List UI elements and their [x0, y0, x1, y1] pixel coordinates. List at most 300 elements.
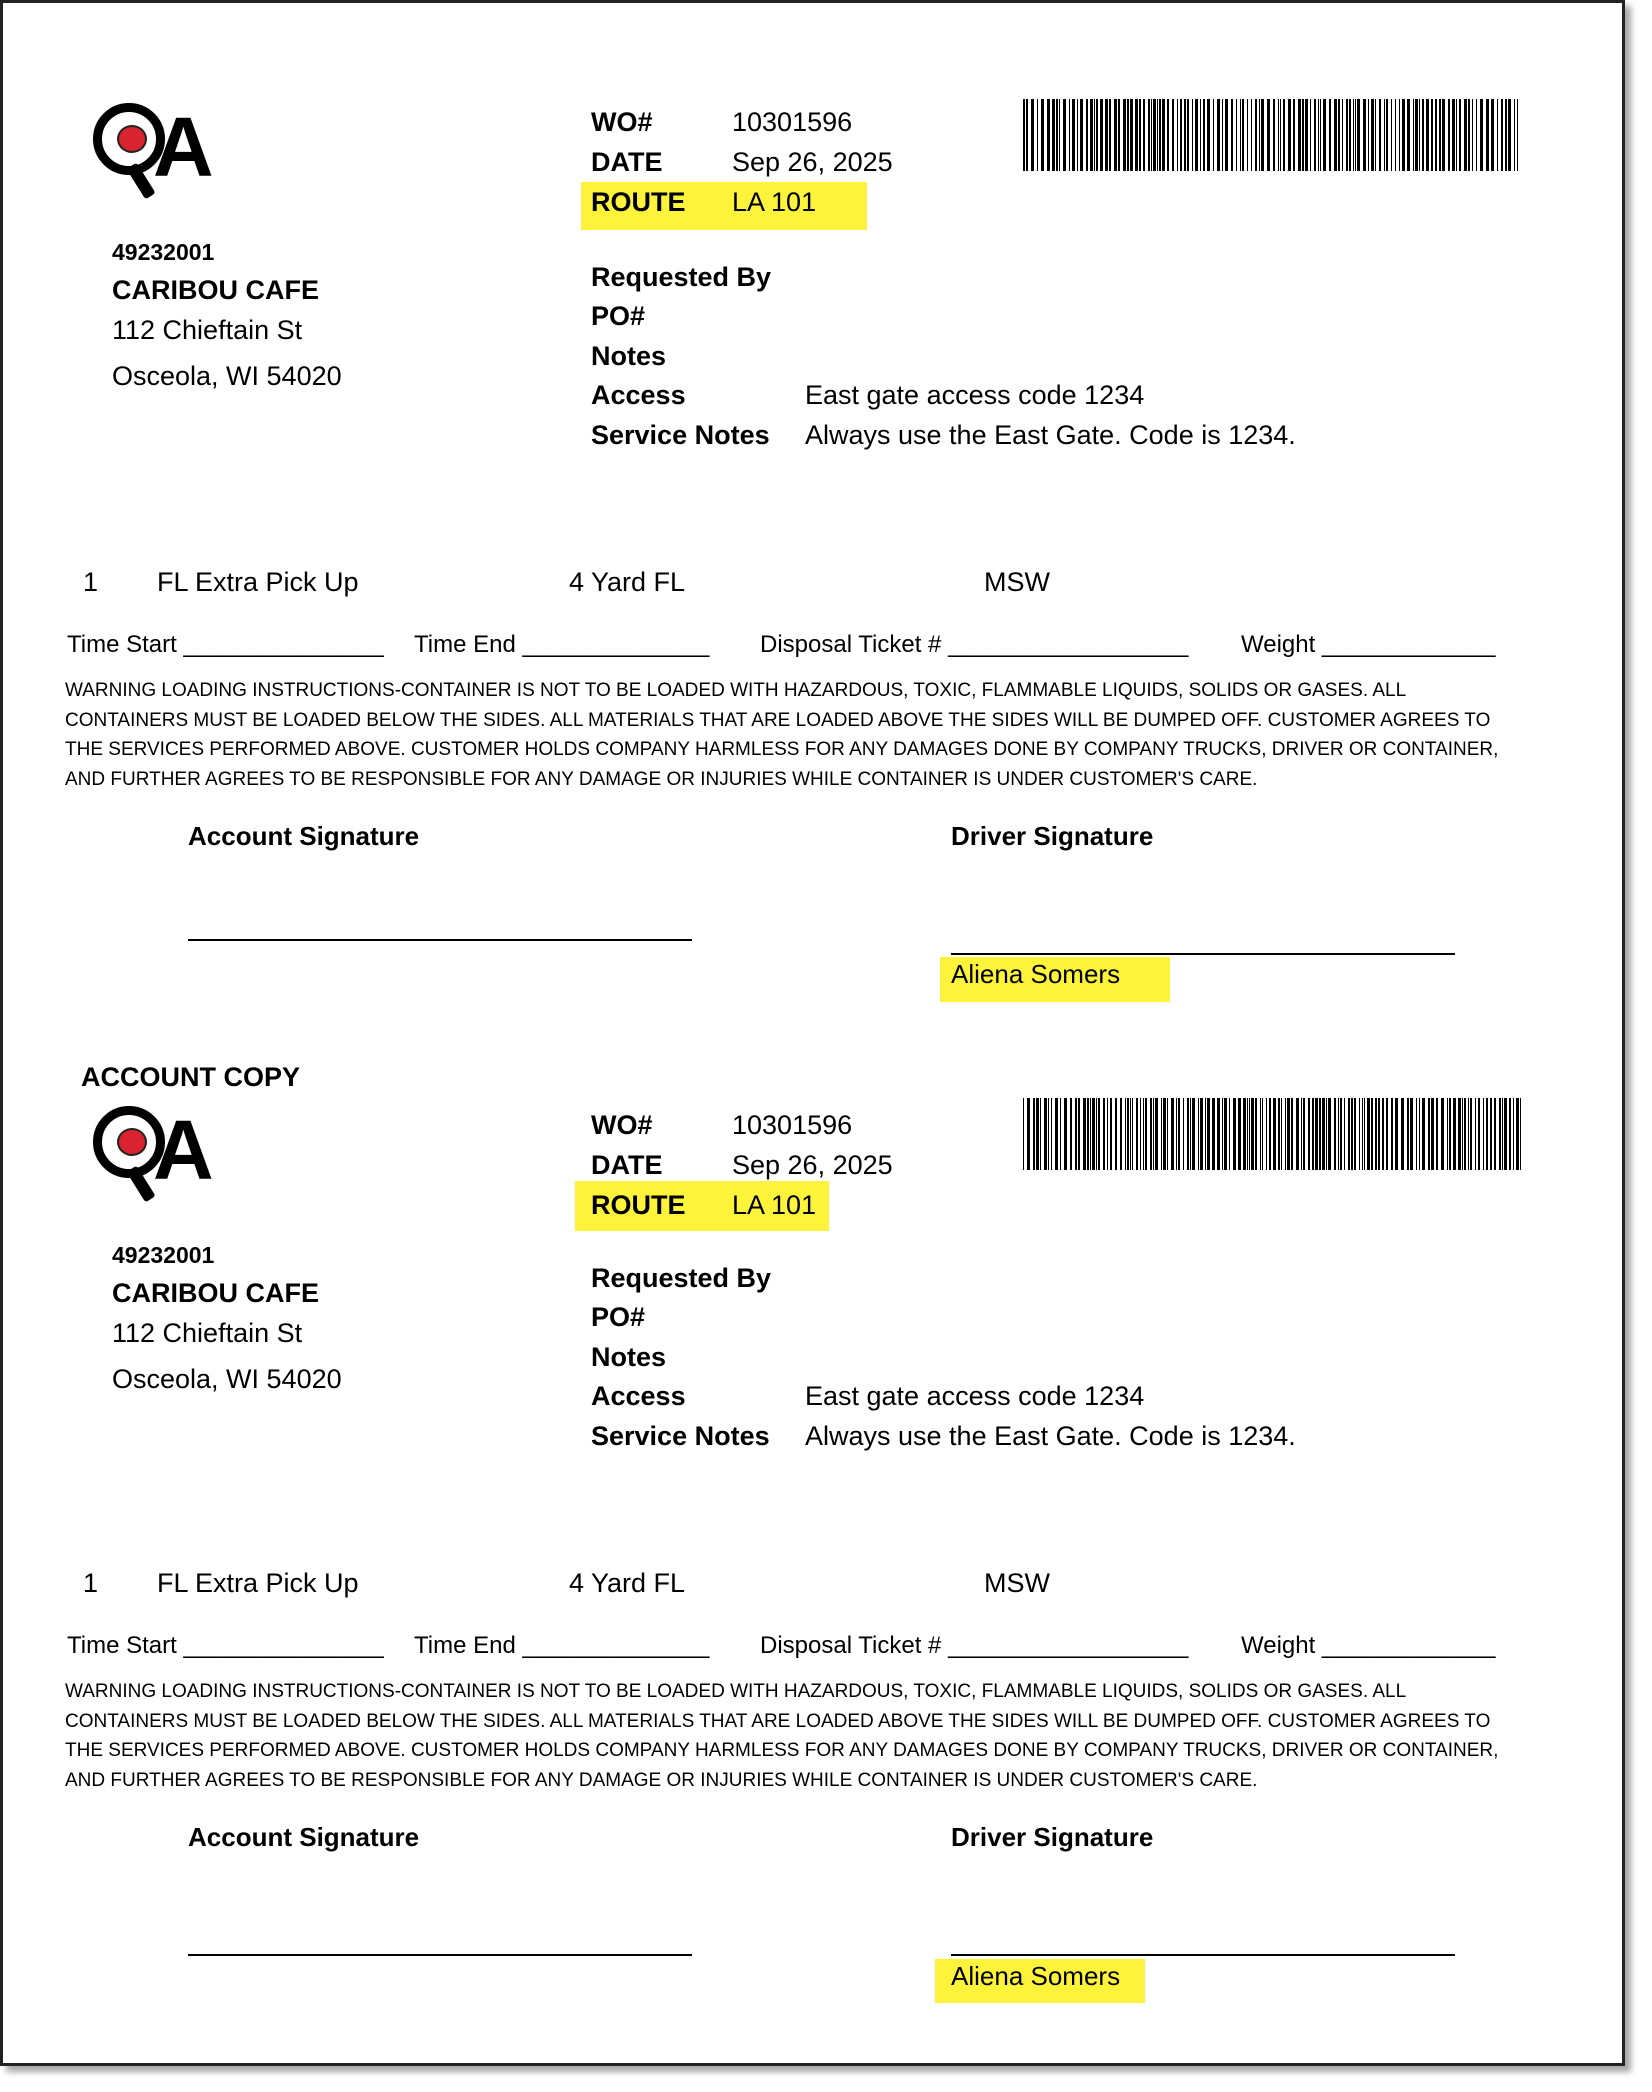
route-label: ROUTE [591, 1190, 686, 1220]
barcode-bar [1107, 1098, 1108, 1170]
barcode-bar [1130, 99, 1133, 171]
barcode-bar [1447, 1098, 1448, 1170]
barcode-bar [1280, 99, 1281, 171]
barcode-bar [1315, 1098, 1318, 1170]
barcode-bar [1090, 1098, 1091, 1170]
barcode-bar [1320, 99, 1321, 171]
service-notes-value: Always use the East Gate. Code is 1234. [805, 420, 1296, 450]
line-item-service: FL Extra Pick Up [157, 567, 359, 597]
barcode-bar [1296, 1098, 1299, 1170]
barcode-bar [1371, 99, 1374, 171]
barcode-bar [1063, 99, 1066, 171]
barcode-bar [1069, 99, 1070, 171]
barcode-bar [1314, 99, 1316, 171]
barcode-bar [1470, 1098, 1472, 1170]
barcode-bar [1375, 99, 1376, 171]
barcode-bar [1187, 1098, 1189, 1170]
barcode-bar [1110, 1098, 1112, 1170]
account-name: CARIBOU CAFE [112, 275, 319, 305]
barcode-bar [1499, 1098, 1501, 1170]
barcode-bar [1092, 1098, 1095, 1170]
barcode-bar [1395, 99, 1396, 171]
barcode-bar [1096, 99, 1098, 171]
barcode-bar [1184, 99, 1186, 171]
barcode-bar [1448, 99, 1450, 171]
barcode-bar [1491, 99, 1494, 171]
barcode-bar [1145, 1098, 1147, 1170]
barcode-bar [1236, 99, 1237, 171]
account-signature-label: Account Signature [188, 1822, 420, 1852]
driver-name: Aliena Somers [951, 959, 1121, 989]
barcode-bar [1340, 1098, 1342, 1170]
barcode-bar [1399, 99, 1400, 171]
barcode-bar [1251, 1098, 1254, 1170]
barcode-bar [1103, 1098, 1105, 1170]
barcode-bar [1120, 1098, 1122, 1170]
access-value: East gate access code 1234 [805, 380, 1145, 410]
barcode-bar [1422, 1098, 1425, 1170]
time-start-field: Time Start _______________ [67, 1632, 384, 1659]
barcode-bar [1105, 99, 1108, 171]
barcode-bar [1497, 99, 1498, 171]
barcode-bar [1453, 1098, 1456, 1170]
barcode-bar [1456, 99, 1457, 171]
barcode-bar [1318, 99, 1319, 171]
barcode-bar [1048, 1098, 1049, 1170]
copy-label: ACCOUNT COPY [81, 1062, 301, 1092]
barcode-bar [1386, 1098, 1388, 1170]
barcode-bar [1217, 99, 1220, 171]
barcode-icon [1023, 1098, 1523, 1170]
barcode-bar [1386, 99, 1388, 171]
barcode-bar [1379, 99, 1381, 171]
barcode-bar [1407, 1098, 1409, 1170]
barcode-bar [1059, 99, 1060, 171]
barcode-bar [1486, 1098, 1488, 1170]
barcode-bar [1348, 1098, 1350, 1170]
barcode-bar [1355, 99, 1356, 171]
barcode-bar [1442, 99, 1445, 171]
barcode-bar [1056, 99, 1058, 171]
barcode-bar [1283, 99, 1285, 171]
barcode-bar [1514, 99, 1515, 171]
barcode-bar [1151, 99, 1152, 171]
barcode-bar [1395, 1098, 1398, 1170]
barcode-bar [1222, 1098, 1223, 1170]
barcode-bar [1363, 99, 1366, 171]
account-number: 49232001 [112, 239, 215, 265]
barcode-bar [1319, 1098, 1321, 1170]
barcode-bar [1033, 1098, 1035, 1170]
barcode-bar [1238, 1098, 1241, 1170]
barcode-bar [1140, 1098, 1141, 1170]
barcode-bar [1334, 1098, 1336, 1170]
barcode-bar [1312, 1098, 1314, 1170]
weight-field: Weight _____________ [1241, 631, 1496, 658]
barcode-bar [1207, 99, 1210, 171]
barcode-bar [1153, 1098, 1154, 1170]
barcode-bar [1378, 1098, 1380, 1170]
barcode-bar [1323, 99, 1326, 171]
barcode-bar [1458, 1098, 1461, 1170]
barcode-bar [1052, 99, 1055, 171]
barcode-bar [1190, 1098, 1191, 1170]
barcode-bar [1278, 1098, 1280, 1170]
barcode-bar [1222, 99, 1223, 171]
barcode-bar [1362, 1098, 1363, 1170]
bug-icon [117, 125, 147, 153]
barcode-bar [1502, 1098, 1503, 1170]
driver-signature-line[interactable] [951, 953, 1455, 955]
driver-signature-label: Driver Signature [951, 1822, 1154, 1852]
barcode-bar [1136, 1098, 1138, 1170]
barcode-bar [1114, 99, 1117, 171]
barcode-bar [1384, 99, 1385, 171]
barcode-bar [1040, 1098, 1041, 1170]
barcode-bar [1298, 99, 1301, 171]
barcode-bar [1135, 99, 1138, 171]
barcode-bar [1439, 99, 1441, 171]
barcode-bar [1449, 1098, 1451, 1170]
barcode-bar [1364, 1098, 1365, 1170]
barcode-bar [1357, 99, 1360, 171]
account-signature-line[interactable] [188, 939, 692, 941]
barcode-bar [1109, 99, 1111, 171]
barcode-bar [1278, 99, 1279, 171]
driver-signature-label: Driver Signature [951, 821, 1154, 851]
line-item-material: MSW [984, 1568, 1050, 1598]
barcode-bar [1262, 1098, 1263, 1170]
barcode-bar [1301, 1098, 1302, 1170]
barcode-icon [1023, 99, 1523, 171]
barcode-bar [1198, 1098, 1199, 1170]
barcode-bar [1353, 99, 1354, 171]
barcode-bar [1161, 1098, 1162, 1170]
barcode-bar [1501, 99, 1503, 171]
barcode-bar [1259, 99, 1260, 171]
barcode-bar [1472, 99, 1473, 171]
barcode-bar [1159, 99, 1161, 171]
barcode-bar [1167, 99, 1169, 171]
barcode-bar [1167, 1098, 1168, 1170]
access-label: Access [591, 380, 686, 410]
barcode-bar [1475, 1098, 1476, 1170]
logo-letter: A [153, 1103, 212, 1197]
time-end-field: Time End ______________ [414, 631, 710, 658]
bug-icon [117, 1128, 147, 1156]
work-order-copy-account [3, 1004, 1628, 2004]
barcode-bar [1303, 1098, 1305, 1170]
barcode-bar [1480, 99, 1483, 171]
access-label: Access [591, 1381, 686, 1411]
barcode-bar [1127, 1098, 1129, 1170]
barcode-bar [1217, 1098, 1220, 1170]
barcode-bar [1077, 99, 1078, 171]
barcode-bar [1180, 99, 1182, 171]
barcode-bar [1078, 1098, 1080, 1170]
barcode-bar [1070, 1098, 1072, 1170]
account-signature-line[interactable] [188, 1954, 692, 1956]
barcode-bar [1269, 1098, 1271, 1170]
barcode-bar [1125, 1098, 1126, 1170]
barcode-bar [1200, 1098, 1203, 1170]
barcode-bar [1118, 99, 1120, 171]
route-value: LA 101 [732, 187, 817, 217]
barcode-bar [1508, 99, 1511, 171]
barcode-bar [1242, 99, 1244, 171]
barcode-bar [1504, 1098, 1507, 1170]
barcode-bar [1344, 1098, 1345, 1170]
barcode-bar [1338, 99, 1340, 171]
warning-text: WARNING LOADING INSTRUCTIONS-CONTAINER IS NOT TO BE LOADED WITH HAZARDOUS, TOXIC, FLAMMABLE LIQUIDS, SOLIDS OR GASES. ALL CONTAINERS MUST BE LOADED BELOW THE SIDES. ALL MATERIALS THAT ARE LOADED ABOVE THE SIDES WILL BE DUMPED OFF. CUSTOMER AGREES TO THE SERVICES PERFORMED ABOVE. CUSTOMER HOLDS COMPANY HARMLESS FOR ANY DAMAGES DONE BY COMPANY TRUCKS, DRIVER OR CONTAINER, AND FURTHER AGREES TO BE RESPONSIBLE FOR ANY DAMAGE OR INJURIES WHILE CONTAINER IS UNDER CUSTOMER'S CARE. [65, 680, 1499, 790]
barcode-bar [1478, 1098, 1480, 1170]
barcode-bar [1517, 99, 1518, 171]
notes-label: Notes [591, 1342, 667, 1372]
barcode-bar [1267, 99, 1270, 171]
barcode-bar [1483, 1098, 1484, 1170]
barcode-bar [1027, 1098, 1030, 1170]
barcode-bar [1123, 99, 1126, 171]
barcode-bar [1367, 1098, 1370, 1170]
access-value: East gate access code 1234 [805, 1381, 1145, 1411]
barcode-bar [1273, 1098, 1276, 1170]
logo-letter: A [153, 100, 212, 194]
barcode-bar [1163, 1098, 1166, 1170]
barcode-bar [1281, 1098, 1282, 1170]
disposal-ticket-field: Disposal Ticket # __________________ [760, 1632, 1189, 1659]
barcode-bar [1096, 1098, 1097, 1170]
barcode-bar [1127, 99, 1129, 171]
line-item-qty: 1 [83, 567, 99, 597]
barcode-bar [1261, 99, 1264, 171]
barcode-bar [1436, 1098, 1438, 1170]
barcode-bar [1031, 99, 1034, 171]
barcode-bar [1291, 1098, 1293, 1170]
barcode-bar [1072, 99, 1075, 171]
barcode-bar [1419, 99, 1420, 171]
barcode-bar [1130, 1098, 1131, 1170]
barcode-bar [1249, 1098, 1250, 1170]
barcode-bar [1468, 1098, 1469, 1170]
account-street: 112 Chieftain St [112, 315, 303, 345]
barcode-bar [1251, 99, 1252, 171]
barcode-bar [1115, 1098, 1117, 1170]
barcode-bar [1382, 1098, 1384, 1170]
account-city: Osceola, WI 54020 [112, 361, 342, 391]
line-item-qty: 1 [83, 1568, 99, 1598]
barcode-bar [1494, 1098, 1496, 1170]
barcode-bar [1243, 1098, 1246, 1170]
barcode-bar [1287, 1098, 1290, 1170]
barcode-bar [1452, 99, 1455, 171]
barcode-bar [1178, 1098, 1180, 1170]
barcode-bar [1044, 1098, 1047, 1170]
barcode-bar [1322, 1098, 1325, 1170]
barcode-bar [1288, 99, 1291, 171]
barcode-bar [1462, 1098, 1463, 1170]
requested-by-label: Requested By [591, 1263, 772, 1293]
barcode-bar [1431, 99, 1433, 171]
barcode-bar [1293, 99, 1295, 171]
account-signature-label: Account Signature [188, 821, 420, 851]
barcode-bar [1055, 1098, 1058, 1170]
account-number: 49232001 [112, 1242, 215, 1268]
barcode-bar [1037, 99, 1038, 171]
barcode-bar [1187, 99, 1189, 171]
barcode-bar [1087, 1098, 1089, 1170]
barcode-bar [1273, 99, 1275, 171]
date-value: Sep 26, 2025 [732, 1150, 893, 1180]
date-label: DATE [591, 1150, 663, 1180]
barcode-bar [1255, 99, 1257, 171]
po-label: PO# [591, 1302, 646, 1332]
barcode-bar [1150, 1098, 1152, 1170]
po-label: PO# [591, 301, 646, 331]
barcode-bar [1207, 1098, 1210, 1170]
time-start-field: Time Start _______________ [67, 631, 384, 658]
barcode-bar [1023, 99, 1025, 171]
barcode-bar [1100, 99, 1103, 171]
barcode-bar [1098, 1098, 1100, 1170]
barcode-bar [1326, 1098, 1327, 1170]
wo-label: WO# [591, 1110, 653, 1140]
barcode-bar [1231, 99, 1233, 171]
barcode-bar [1354, 1098, 1356, 1170]
barcode-bar [1441, 1098, 1444, 1170]
barcode-bar [1213, 99, 1214, 171]
barcode-bar [1143, 1098, 1144, 1170]
barcode-bar [1143, 99, 1145, 171]
route-label: ROUTE [591, 187, 686, 217]
barcode-bar [1468, 99, 1470, 171]
barcode-bar [1359, 1098, 1360, 1170]
barcode-bar [1371, 1098, 1373, 1170]
barcode-bar [1229, 1098, 1230, 1170]
barcode-bar [1513, 1098, 1514, 1170]
barcode-bar [1476, 99, 1477, 171]
barcode-bar [1075, 1098, 1077, 1170]
barcode-bar [1407, 99, 1410, 171]
barcode-bar [1162, 99, 1165, 171]
driver-signature-line[interactable] [951, 1954, 1455, 1956]
barcode-bar [1428, 1098, 1430, 1170]
barcode-bar [1419, 1098, 1420, 1170]
barcode-bar [1200, 99, 1201, 171]
barcode-bar [1302, 99, 1304, 171]
barcode-bar [1516, 1098, 1519, 1170]
barcode-bar [1349, 99, 1351, 171]
barcode-bar [1310, 99, 1311, 171]
line-item-material: MSW [984, 567, 1050, 597]
barcode-bar [1368, 99, 1369, 171]
barcode-bar [1026, 99, 1028, 171]
barcode-bar [1192, 1098, 1195, 1170]
time-end-field: Time End ______________ [414, 1632, 710, 1659]
barcode-bar [1520, 1098, 1521, 1170]
barcode-bar [1177, 99, 1178, 171]
barcode-bar [1391, 1098, 1393, 1170]
barcode-bar [1410, 1098, 1413, 1170]
service-notes-label: Service Notes [591, 1421, 770, 1451]
barcode-bar [1060, 1098, 1061, 1170]
barcode-bar [1153, 99, 1156, 171]
barcode-bar [1351, 1098, 1353, 1170]
barcode-bar [1047, 99, 1050, 171]
barcode-bar [1426, 99, 1429, 171]
barcode-bar [1459, 99, 1461, 171]
barcode-bar [1247, 1098, 1248, 1170]
barcode-bar [1247, 99, 1248, 171]
barcode-bar [1334, 99, 1337, 171]
barcode-bar [1486, 99, 1489, 171]
account-name: CARIBOU CAFE [112, 1278, 319, 1308]
barcode-bar [1346, 99, 1348, 171]
route-value: LA 101 [732, 1190, 817, 1220]
barcode-bar [1328, 1098, 1331, 1170]
barcode-bar [1090, 99, 1093, 171]
barcode-bar [1435, 99, 1437, 171]
barcode-bar [1402, 99, 1405, 171]
barcode-bar [1415, 99, 1418, 171]
service-notes-value: Always use the East Gate. Code is 1234. [805, 1421, 1296, 1451]
barcode-bar [1505, 99, 1507, 171]
barcode-bar [1255, 1098, 1257, 1170]
barcode-bar [1041, 99, 1044, 171]
barcode-bar [1172, 99, 1174, 171]
disposal-ticket-field: Disposal Ticket # __________________ [760, 631, 1189, 658]
barcode-bar [1094, 99, 1095, 171]
barcode-bar [1431, 1098, 1434, 1170]
barcode-bar [1176, 1098, 1177, 1170]
line-item-container: 4 Yard FL [569, 567, 686, 597]
driver-name: Aliena Somers [951, 1961, 1121, 1991]
barcode-bar [1490, 1098, 1492, 1170]
barcode-bar [1329, 99, 1331, 171]
barcode-bar [1464, 1098, 1466, 1170]
barcode-bar [1416, 1098, 1417, 1170]
barcode-bar [1192, 99, 1193, 171]
work-order-copy-driver [3, 3, 1628, 1003]
barcode-bar [1509, 1098, 1511, 1170]
barcode-bar [1212, 1098, 1215, 1170]
line-item-service: FL Extra Pick Up [157, 1568, 359, 1598]
service-notes-label: Service Notes [591, 420, 770, 450]
barcode-bar [1080, 99, 1083, 171]
barcode-bar [1148, 99, 1150, 171]
barcode-bar [1375, 1098, 1377, 1170]
barcode-bar [1401, 1098, 1404, 1170]
barcode-bar [1157, 99, 1158, 171]
barcode-bar [1240, 99, 1241, 171]
barcode-bar [1064, 1098, 1067, 1170]
date-value: Sep 26, 2025 [732, 147, 893, 177]
barcode-bar [1051, 1098, 1052, 1170]
barcode-bar [1225, 99, 1228, 171]
barcode-bar [1139, 99, 1141, 171]
date-label: DATE [591, 147, 663, 177]
barcode-bar [1036, 1098, 1039, 1170]
notes-label: Notes [591, 341, 667, 371]
barcode-bar [1338, 1098, 1339, 1170]
warning-text: WARNING LOADING INSTRUCTIONS-CONTAINER IS NOT TO BE LOADED WITH HAZARDOUS, TOXIC, FLAMMABLE LIQUIDS, SOLIDS OR GASES. ALL CONTAINERS MUST BE LOADED BELOW THE SIDES. ALL MATERIALS THAT ARE LOADED ABOVE THE SIDES WILL BE DUMPED OFF. CUSTOMER AGREES TO THE SERVICES PERFORMED ABOVE. CUSTOMER HOLDS COMPANY HARMLESS FOR ANY DAMAGES DONE BY COMPANY TRUCKS, DRIVER OR CONTAINER, AND FURTHER AGREES TO BE RESPONSIBLE FOR ANY DAMAGE OR INJURIES WHILE CONTAINER IS UNDER CUSTOMER'S CARE. [65, 1681, 1499, 1791]
wo-value: 10301596 [732, 1110, 853, 1140]
barcode-bar [1464, 99, 1467, 171]
barcode-bar [1132, 1098, 1133, 1170]
barcode-bar [1266, 1098, 1267, 1170]
barcode-bar [1260, 1098, 1261, 1170]
weight-field: Weight _____________ [1241, 1632, 1496, 1659]
wo-label: WO# [591, 107, 653, 137]
